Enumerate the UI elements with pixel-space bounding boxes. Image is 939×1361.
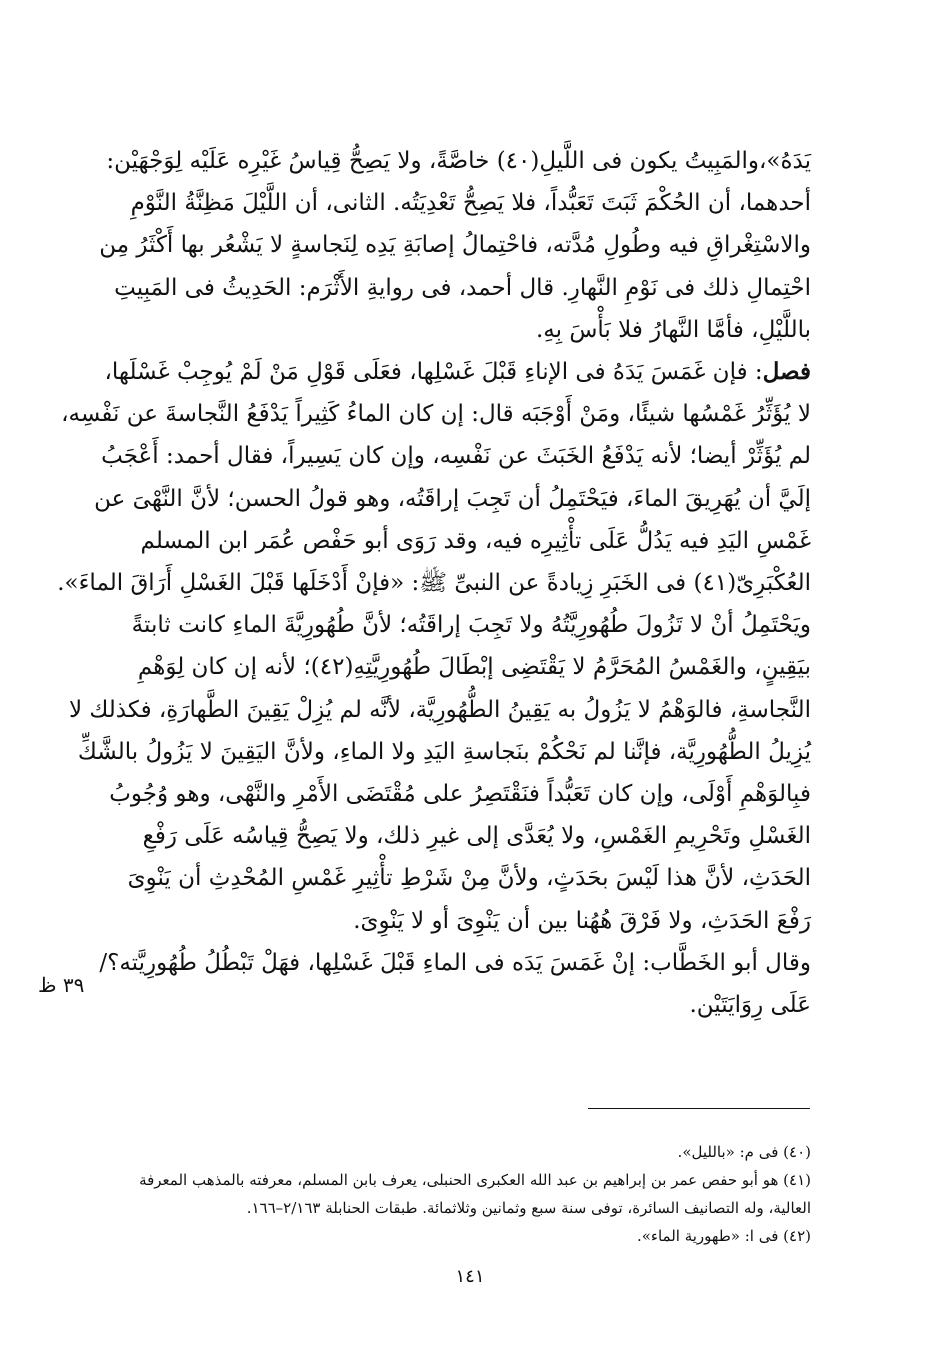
paragraph-last <box>99 942 811 1026</box>
footnote: (٤٢) فى ا: «طهورية الماء». <box>636 1227 811 1245</box>
text-line: يُزِيلُ الطُّهُورِيَّة، فإنَّنا لم نَحْكُمْ بنَجاسةِ اليَدِ ولا الماءِ، ولأنَّ اليَقِينَ لا يَزُولُ بالشَّكِّ <box>77 738 811 765</box>
text-line: ويَحْتَمِلُ أنْ لا تَزُولَ طُهُورِيَّتُهُ ولا تَجِبَ إراقَتُه؛ لأنَّ طُهُورِيَّةَ الماءِ كانت ثابتةً <box>131 612 811 639</box>
text-line: بيَقِينٍ، والغَمْسُ المُحَرَّمُ لا يَقْتَضِى إبْطَالَ طُهُورِيَّتِهِ(٤٢)؛ لأنه إن كان لِوَهْمِ <box>137 654 811 681</box>
paragraph-fasl <box>57 351 811 942</box>
text-line: غَمْسِ اليَدِ فيه يَدُلُّ عَلَى تأْثِيرِه فيه، وقد رَوَى أبو حَفْص عُمَر ابن المسلم <box>140 527 811 554</box>
text-line: أحدهما، أن الحُكْمَ ثَبَتَ تَعَبُّداً، فلا يَصِحُّ تَعْدِيَتُه. الثانى، أن اللَّيْلَ مَظِنَّةُ النَّوْمِ <box>130 190 811 217</box>
text-line: والاسْتِغْراقِ فيه وطُولِ مُدَّته، فاحْتِمالُ إصابَةِ يَدِه لِنَجاسةٍ لا يَشْعُر بها أَكْثَرُ مِن <box>99 232 811 259</box>
text-line: فبِالوَهْمِ أَوْلَى، وإن كان تَعَبُّداً فنَقْتَصِرُ على مُقْتَضَى الأَمْرِ والنَّهْى، وهو وُجُوبُ <box>109 781 811 808</box>
text-line: الحَدَثِ، لأنَّ هذا لَيْسَ بحَدَثٍ، ولأنَّ مِنْ شَرْطِ تأْثِيرِ غَمْسِ المُحْدِثِ أن يَنْوِىَ <box>127 865 811 892</box>
footnotes <box>132 1138 811 1250</box>
text-line <box>104 351 811 393</box>
text-line: احْتِمالِ ذلك فى نَوْمِ النَّهارِ. قال أحمد، فى روايةِ الأَثْرَم: الحَدِيثُ فى المَبِيتِ <box>114 274 811 301</box>
text-line: لم يُؤَثِّرْ أيضا؛ لأنه يَدْفَعُ الخَبَثَ عن نَفْسِه، وإن كان يَسِيراً، فقال أحمد: أَعْجَبُ <box>101 443 811 470</box>
text-line: عَلَى رِوَايَتَيْن. <box>689 992 811 1019</box>
footnote-separator <box>588 1108 810 1109</box>
text-segment: : فإن غَمَسَ يَدَهُ فى الإناءِ قَبْلَ غَسْلِها، فعَلَى قَوْلِ مَنْ لَمْ يُوجِبْ غَسْلَها، <box>104 359 763 386</box>
text-line: باللَّيْلِ، فأمَّا النَّهارُ فلا بَأْسَ بِهِ. <box>535 316 811 343</box>
section-label: فصل <box>762 358 811 386</box>
footnote: (٤٠) فى م: «بالليل». <box>677 1143 811 1161</box>
paragraph-1 <box>99 140 811 351</box>
margin-folio-note: ٣٩ ظ <box>38 973 85 997</box>
footnote: (٤١) هو أبو حفص عمر بن إبراهيم بن عبد الله العكبرى الحنبلى، يعرف بابن المسلم، معرفته بالمذهب المعرفة <box>139 1171 811 1189</box>
footnote: العالية، وله التصانيف السائرة، توفى سنة سبع وثمانين وثلاثمائة. طبقات الحنابلة ٢/١٦٣–١٦٦. <box>246 1199 811 1217</box>
text-line: يَدَهُ»،والمَبِيتُ يكون فى اللَّيلِ(٤٠) خاصَّةً، ولا يَصِحُّ قِياسُ غَيْرِه عَلَيْه لِوَجْهَيْن: <box>106 148 811 174</box>
text-line: لا يُؤَثِّرُ غَمْسُها شيئًا، ومَنْ أَوْجَبَه قال: إن كان الماءُ كَثِيراً يَدْفَعُ النَّجاسةَ عن نَفْسِه، <box>61 401 811 428</box>
text-line: الغَسْلِ وتَحْرِيمِ الغَمْسِ، ولا يُعَدَّى إلى غيرِ ذلك، ولا يَصِحُّ قِياسُه عَلَى رَفْعِ <box>142 823 811 850</box>
text-line: النَّجاسةِ، فالوَهْمُ لا يَزُولُ به يَقِينُ الطُّهُورِيَّة، لأنَّه لم يُزِلْ يَقِينَ الطَّهارَةِ، فكذلك لا <box>68 696 811 723</box>
text-line: رَفْعَ الحَدَثِ، ولا فَرْقَ هُهُنا بين أن يَنْوِىَ أو لا يَنْوِىَ. <box>353 907 811 934</box>
text-line: وقال أبو الخَطَّاب: إنْ غَمَسَ يَدَه فى الماءِ قَبْلَ غَسْلِها، فهَلْ تَبْطُلُ طُهُورِيَّته؟/ <box>99 949 811 976</box>
text-line: إلَيَّ أن يُهَرِيقَ الماءَ، فيَحْتَمِلُ أن تَجِبَ إراقَتُه، وهو قولُ الحسن؛ لأنَّ النَّهْىَ عن <box>94 485 811 512</box>
text-line: العُكْبَرِىّ(٤١) فى الخَبَرِ زِيادةً عن النبىِّ ﷺ: «فإنْ أَدْخَلَها قَبْلَ الغَسْلِ أَرَاقَ الماءَ». <box>57 570 811 597</box>
page-number: ١٤١ <box>455 1266 485 1287</box>
